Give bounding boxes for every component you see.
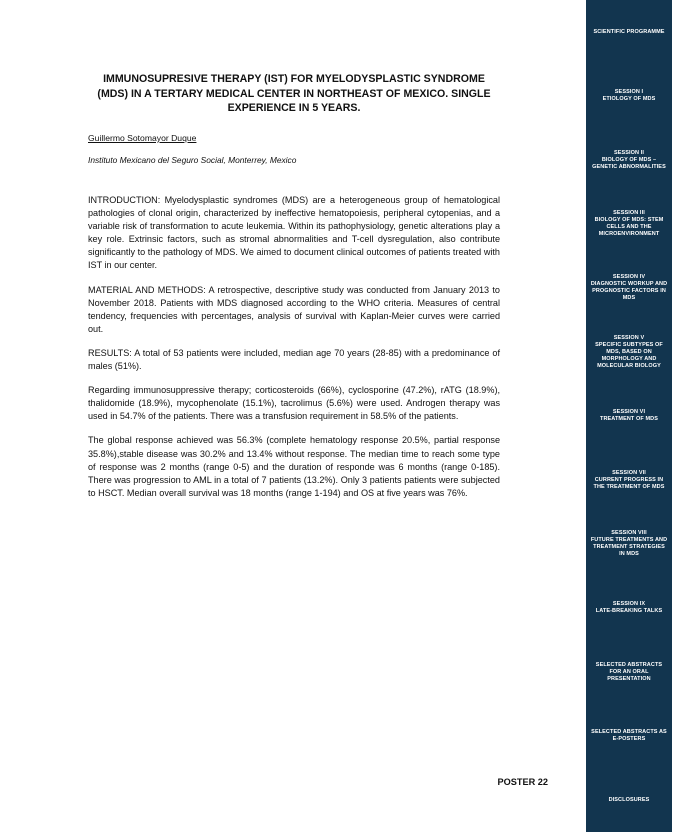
sidebar-item-session-7[interactable] — [586, 448, 672, 512]
paragraph-results: RESULTS: A total of 53 patients were included, median age 70 years (28-85) with a predominance of males (51%). — [88, 347, 500, 372]
sidebar-item-selected-oral[interactable] — [586, 640, 672, 704]
author-affiliation: Instituto Mexicano del Seguro Social, Monterrey, Mexico — [88, 155, 297, 165]
sidebar-item-scientific-programme[interactable] — [586, 0, 672, 64]
sidebar-item-sublabel: LATE-BREAKING TALKS — [595, 608, 663, 614]
sidebar-item-session-5[interactable] — [586, 320, 672, 384]
sidebar-item-sublabel: CURRENT PROGRESS IN THE TREATMENT OF MDS — [593, 476, 665, 490]
sidebar-item-sublabel: BIOLOGY OF MDS: STEM CELLS AND THE MICROENVIRONMENT — [594, 217, 664, 237]
sidebar-item-session-3[interactable] — [586, 192, 672, 256]
sidebar-item-session-6[interactable] — [586, 384, 672, 448]
sidebar-item-session-9[interactable] — [586, 576, 672, 640]
sidebar-item-label: SELECTED ABSTRACTS FOR AN ORAL PRESENTATION — [595, 661, 663, 682]
abstract-title: IMMUNOSUPRESIVE THERAPY (IST) FOR MYELODYSPLASTIC SYNDROME (MDS) IN A TERTARY MEDICAL CENTER IN NORTHEAST OF MEXICO. SINGLE EXPERIENCE IN 5 YEARS. — [97, 73, 491, 114]
sidebar-item-label: SESSION I — [614, 89, 644, 95]
paragraph-therapy: Regarding immunosuppressive therapy; corticosteroids (66%), cyclosporine (47.2%), rATG (18.9%), thalidomide (18.9%), mycophenolate (15.1%), tacrolimus (5.6%) were used. Androgen therapy was used in 54.7% of the patients. There was a transfusion requirement in 58.5% of the patients. — [88, 385, 500, 422]
sidebar-item-sublabel: DIAGNOSTIC WORKUP AND PROGNOSTIC FACTORS IN MDS — [590, 281, 668, 301]
sidebar-item-sublabel: TREATMENT OF MDS — [599, 416, 659, 422]
author-name: Guillermo Sotomayor Duque — [88, 133, 197, 143]
sidebar-item-session-2[interactable] — [586, 128, 672, 192]
sidebar-item-label: SESSION II — [613, 149, 645, 156]
sidebar-item-label: SESSION VI — [612, 409, 646, 415]
sidebar-item-label: SESSION IX — [612, 601, 646, 607]
poster-number: POSTER 22 — [497, 777, 548, 787]
sidebar-item-label: SESSION III — [613, 210, 645, 216]
sidebar-item-disclosures[interactable] — [586, 768, 672, 832]
sidebar-item-label: DISCLOSURES — [608, 796, 650, 803]
paragraph-methods: MATERIAL AND METHODS: A retrospective, descriptive study was conducted from January 2013 to November 2018. Patients with MDS diagnosed according to the WHO criteria. Measures of central tendency, frequencies with percentages, analysis of survival with Kaplan-Meier curves were carried out. — [88, 284, 500, 334]
sidebar-item-label: SCIENTIFIC PROGRAMME — [593, 28, 665, 35]
sidebar-item-sublabel: ETIOLOGY OF MDS — [602, 96, 656, 102]
sidebar-item-label: SESSION VII — [612, 469, 646, 476]
sidebar-item-session-4[interactable] — [586, 256, 672, 320]
sidebar-item-session-1[interactable] — [586, 64, 672, 128]
sidebar-item-selected-eposters[interactable] — [586, 704, 672, 768]
sidebar-navigation — [586, 0, 672, 832]
sidebar-item-label: SESSION V — [613, 334, 645, 341]
abstract-body — [88, 194, 500, 511]
sidebar-item-sublabel: BIOLOGY OF MDS – GENETIC ABNORMALITIES — [592, 156, 666, 170]
sidebar-item-sublabel: SPECIFIC SUBTYPES OF MDS, BASED ON MORPHOLOGY AND MOLECULAR BIOLOGY — [595, 341, 663, 369]
sidebar-item-label: SESSION IV — [612, 274, 646, 280]
paragraph-introduction: INTRODUCTION: Myelodysplastic syndromes (MDS) are a heterogeneous group of hematological pathologies of clonal origin, characterized by ineffective hematopoiesis, peripheral cytopenias, and a variable risk of transformation to acute leukemia. Within its pathophysiology, genetic alterations play a key role. Extrinsic factors, such as stromal abnormalities and T-cell dysregulation, also contribute significantly to the pathology of MDS. We aimed to document clinical outcomes of patients treated with IST in our center. — [88, 195, 500, 271]
sidebar-item-label: SESSION VIII — [611, 530, 647, 536]
sidebar-item-session-8[interactable] — [586, 512, 672, 576]
sidebar-item-sublabel: FUTURE TREATMENTS AND TREATMENT STRATEGIES IN MDS — [590, 537, 668, 557]
paragraph-response: The global response achieved was 56.3% (complete hematology response 20.5%, partial response 35.8%),stable disease was 30.2% and 13.4% without response. The median time to reach some type of response was 2 months (range 0-5) and the duration of responde was 6 months (range 0-185). There was progression to AML in a total of 7 patients (13.2%). Only 3 patients patients were subjected to HSCT. Median overall survival was 18 months (range 1-194) and OS at five years was 76%. — [88, 435, 500, 498]
sidebar-item-label: SELECTED ABSTRACTS AS E-POSTERS — [591, 729, 667, 742]
